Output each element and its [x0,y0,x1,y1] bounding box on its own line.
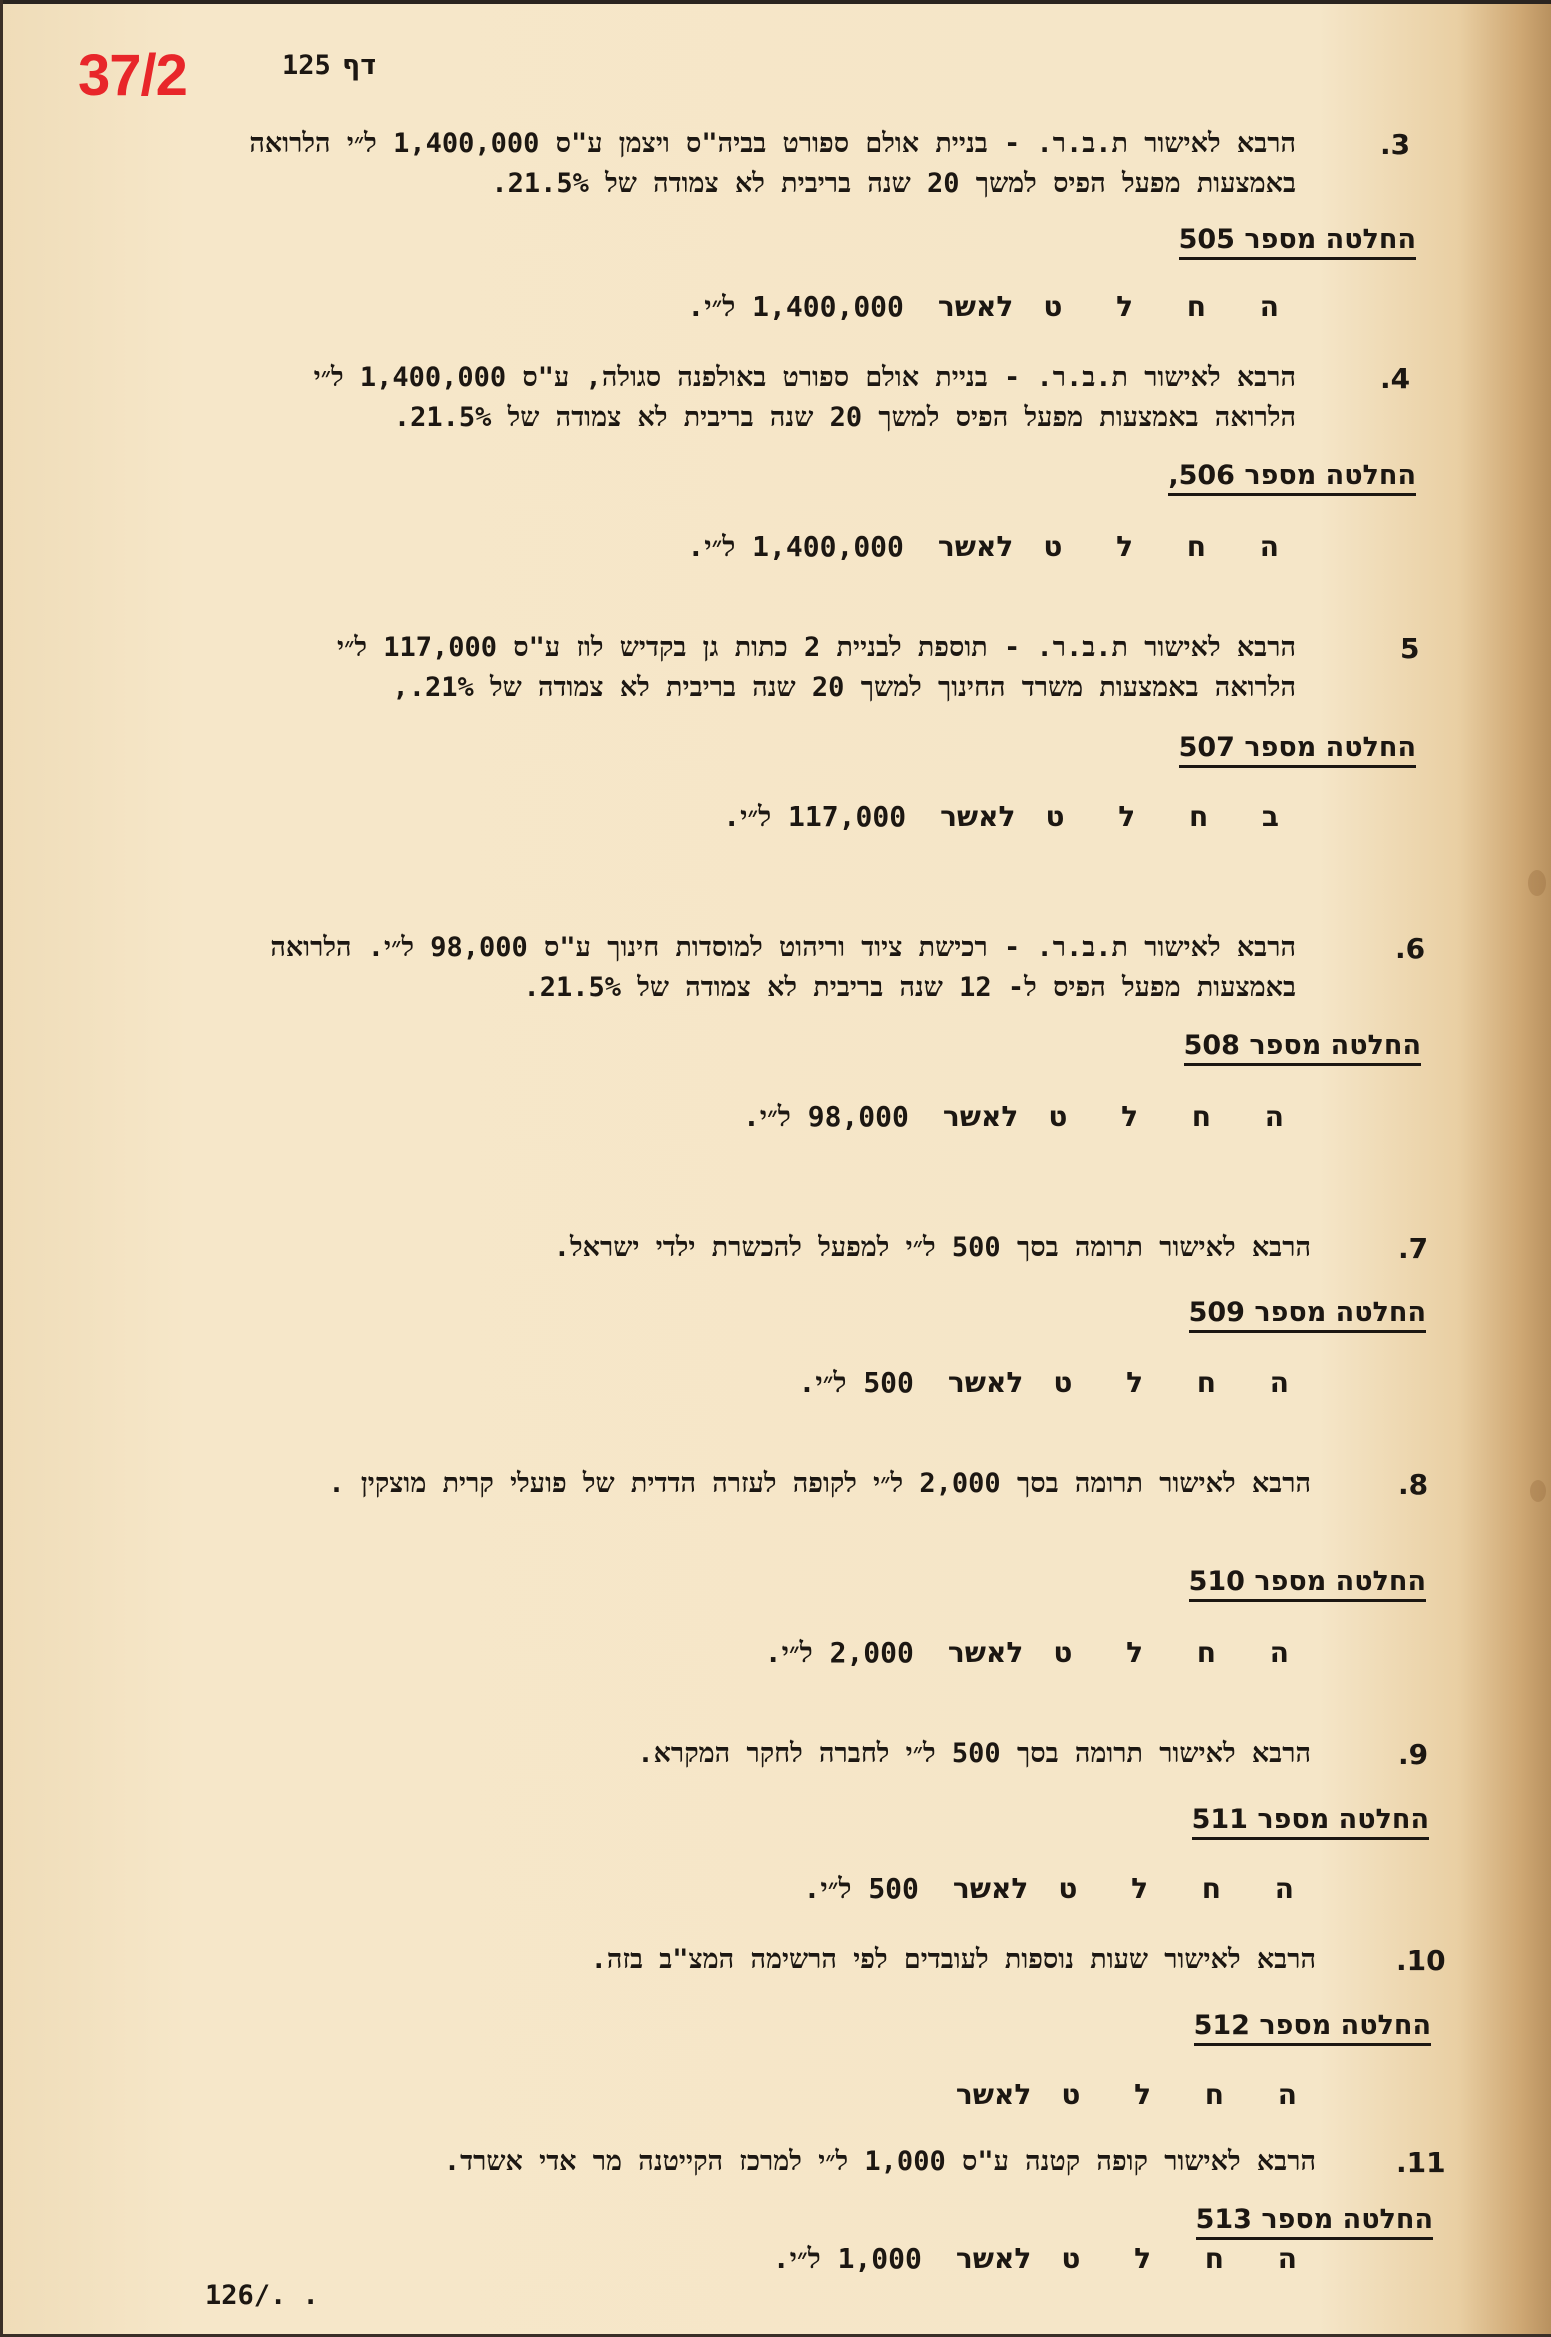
resolution-decision [773,2242,1319,2276]
item-number: .8 [1398,1468,1429,1501]
decided-label: ה ח ל ט [1053,1366,1311,1399]
decided-label: ה ח ל ט [1058,1872,1316,1905]
item-text-line: הלרואה באמצעות מפעל הפיס למשך 20 שנה בריבית לא צמודה של 21.5%. [393,402,1296,433]
item-text-line: הרבא לאישור ת.ב.ר. - בניית אולם ספורט באולפנה סגולה, ע"ס 1,400,000 ל״י [313,362,1296,393]
decided-label: ה ח ל ט [1043,290,1301,323]
resolution-number: החלטה מספר 506, [1168,460,1416,496]
item-text-line: הרבא לאישור ת.ב.ר. - בניית אולם ספורט בביה"ס ויצמן ע"ס 1,400,000 ל״י הלרואה [249,128,1296,159]
approve-label: לאשר [947,1636,1024,1669]
decided-label: ב ח ל ט [1045,800,1301,833]
approved-amount: 1,400,000 ל״י. [687,290,904,323]
item-text-line: הרבא לאישור ת.ב.ר. - רכישת ציוד וריהוט למוסדות חינוך ע"ס 98,000 ל״י. הלרואה [270,932,1296,963]
approve-label: לאשר [952,1872,1029,1905]
page-number: 125 [282,50,331,81]
page-label: דף [342,50,377,81]
item-number: .4 [1380,362,1411,395]
paper-stain [1530,1480,1546,1502]
resolution-number: החלטה מספר 510 [1189,1566,1426,1602]
approved-amount: 2,000 ל״י. [764,1636,914,1669]
resolution-decision [922,2078,1319,2111]
item-text-line: הרבא לאישור תרומה בסך 500 ל״י למפעל להכשרת ילדי ישראל. [553,1232,1311,1263]
approved-amount: 500 ל״י. [803,1872,919,1905]
approve-label: לאשר [942,1100,1019,1133]
item-number: .3 [1380,128,1411,161]
item-text-line: הרבא לאישור תרומה בסך 2,000 ל״י לקופה לעזרה הדדית של פועלי קרית מוצקין . [328,1468,1311,1499]
approved-amount: 500 ל״י. [798,1366,914,1399]
decided-label: ה ח ל ט [1061,2078,1319,2111]
item-text-line: הרבא לאישור קופה קטנה ע"ס 1,000 ל״י למרכז הקייטנה מר אדי אשרד. [443,2146,1316,2177]
resolution-decision [804,1872,1316,1906]
decided-label: ה ח ל ט [1061,2242,1319,2275]
resolution-number: החלטה מספר 505 [1179,224,1416,260]
resolution-number: החלטה מספר 507 [1179,732,1416,768]
approve-label: לאשר [937,290,1014,323]
item-number: .9 [1398,1738,1429,1771]
page-header [282,50,377,81]
resolution-decision [723,800,1301,834]
approved-amount: 1,000 ל״י. [772,2242,922,2275]
resolution-number: החלטה מספר 512 [1194,2010,1431,2046]
item-text-line: הלרואה באמצעות משרד החינוך למשך 20 שנה בריבית לא צמודה של 21%., [392,672,1296,703]
decided-label: ה ח ל ט [1043,530,1301,563]
item-text-line: הרבא לאישור תרומה בסך 500 ל״י לחברה לחקר המקרא. [637,1738,1311,1769]
item-text-line: באמצעות מפעל הפיס ל- 12 שנה בריבית לא צמודה של 21.5%. [523,972,1296,1003]
paper-stain [1528,870,1546,896]
scan-edge-top [0,0,1551,4]
resolution-number: החלטה מספר 511 [1192,1804,1429,1840]
item-number: .10 [1396,1944,1446,1977]
item-number: .11 [1396,2146,1446,2179]
next-page-marker: 126/. . [205,2280,319,2311]
resolution-decision [765,1636,1311,1670]
item-text-line: הרבא לאישור ת.ב.ר. - תוספת לבניית 2 כתות גן בקדיש לוז ע"ס 117,000 ל״י [337,632,1296,663]
scan-edge-left [0,0,3,2337]
item-text-line: באמצעות מפעל הפיס למשך 20 שנה בריבית לא צמודה של 21.5%. [491,168,1296,199]
resolution-decision [687,530,1301,564]
approve-label: לאשר [937,530,1014,563]
resolution-decision [799,1366,1311,1400]
resolution-decision [687,290,1301,324]
approve-label: לאשר [955,2078,1032,2111]
approve-label: לאשר [947,1366,1024,1399]
approve-label: לאשר [940,800,1016,833]
item-number: .7 [1398,1232,1429,1265]
item-number: .6 [1395,932,1426,965]
resolution-number: החלטה מספר 513 [1196,2204,1433,2240]
approved-amount: 1,400,000 ל״י. [687,530,904,563]
approve-label: לאשר [955,2242,1032,2275]
decided-label: ה ח ל ט [1053,1636,1311,1669]
item-number: 5 [1400,632,1420,665]
approved-amount: 98,000 ל״י. [742,1100,909,1133]
resolution-number: החלטה מספר 508 [1184,1030,1421,1066]
resolution-decision [743,1100,1306,1134]
decided-label: ה ח ל ט [1048,1100,1306,1133]
resolution-number: החלטה מספר 509 [1189,1297,1426,1333]
approved-amount: 117,000 ל״י. [723,800,907,833]
archive-reference: 37/2 [78,43,187,108]
item-text-line: הרבא לאישור שעות נוספות לעובדים לפי הרשימה המצ"ב בזה. [590,1944,1316,1975]
